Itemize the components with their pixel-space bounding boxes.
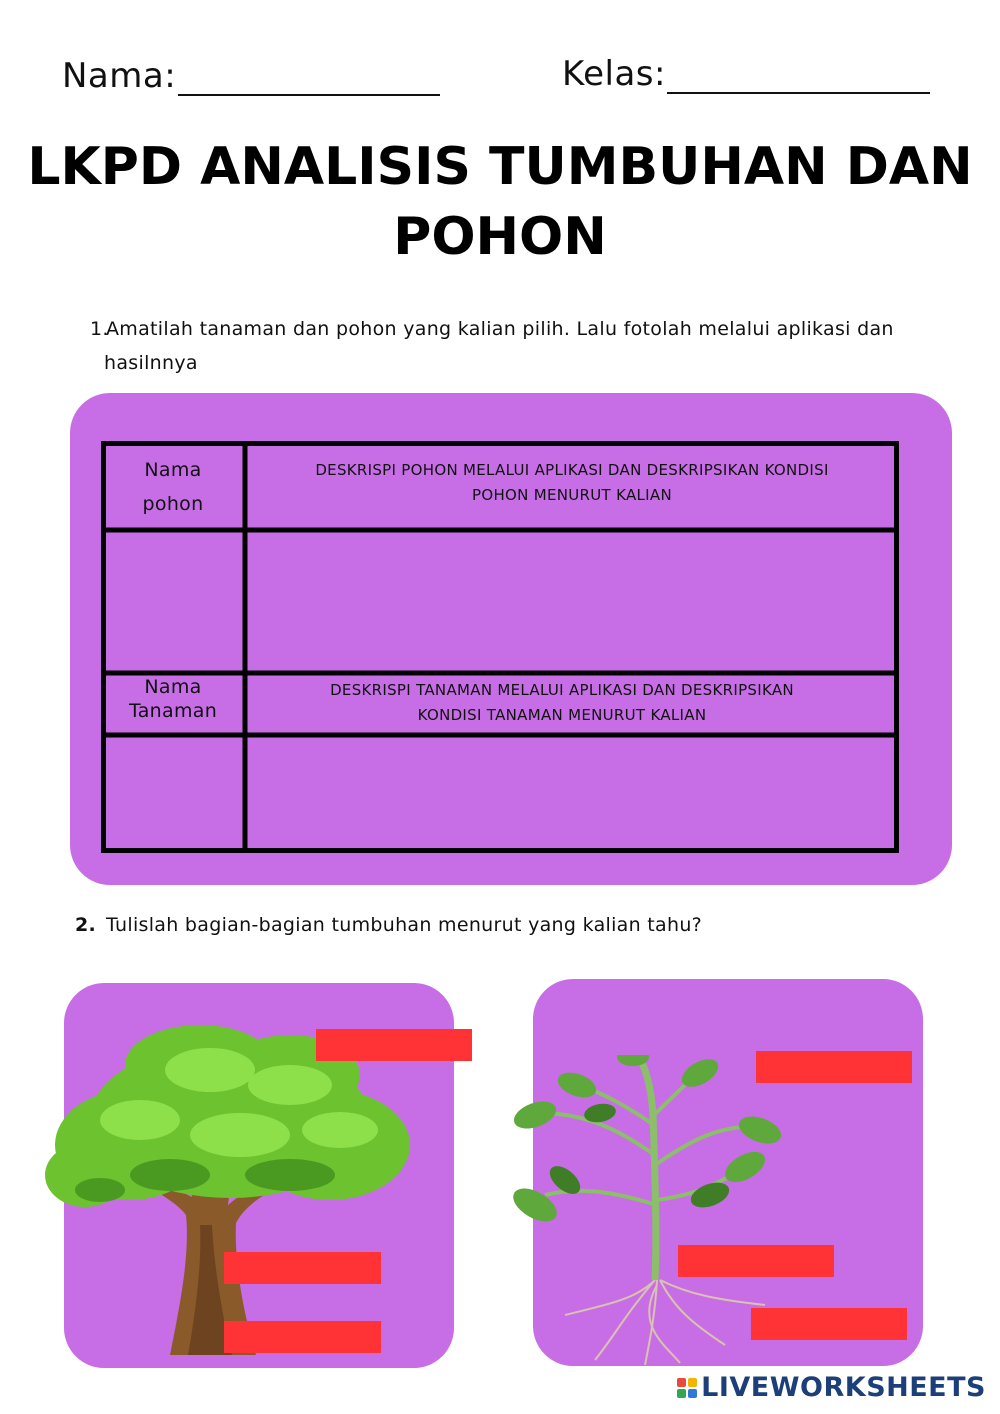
liveworksheets-logo-icon xyxy=(677,1378,697,1398)
question-1-line-2: hasilnnya xyxy=(104,352,198,374)
liveworksheets-brand-text: LIVEWORKSHEETS xyxy=(701,1372,986,1403)
name-line xyxy=(178,94,440,96)
tree-name-header-line-2: pohon xyxy=(142,493,204,515)
tree-desc-header-line-2: POHON MENURUT KALIAN xyxy=(472,486,672,504)
page-title-line-1: LKPD ANALISIS TUMBUHAN DAN xyxy=(27,137,973,197)
liveworksheets-brand xyxy=(677,1372,986,1403)
question-2-number: 2. xyxy=(75,914,97,936)
name-label: Nama: xyxy=(62,56,177,96)
tree-name-answer-cell[interactable] xyxy=(107,535,241,669)
plant-name-answer-cell[interactable] xyxy=(107,740,241,846)
plant-desc-header-line-1: DESKRISPI TANAMAN MELALUI APLIKASI DAN DESKRIPSIKAN xyxy=(330,681,794,699)
plant-part-answer-box-1[interactable] xyxy=(756,1051,912,1083)
tree-part-answer-box-3[interactable] xyxy=(224,1321,381,1353)
question-2-text: Tulislah bagian-bagian tumbuhan menurut yang kalian tahu? xyxy=(106,914,703,936)
plant-desc-answer-cell[interactable] xyxy=(250,740,893,846)
tree-desc-header-line-1: DESKRISPI POHON MELALUI APLIKASI DAN DESKRIPSIKAN KONDISI xyxy=(315,461,829,479)
plant-name-header-line-1: Nama xyxy=(144,676,202,698)
tree-illustration xyxy=(40,1025,420,1355)
observation-table xyxy=(101,441,899,853)
page-title-line-2: POHON xyxy=(393,207,607,267)
plant-part-answer-box-3[interactable] xyxy=(751,1308,907,1340)
plant-desc-header-line-2: KONDISI TANAMAN MENURUT KALIAN xyxy=(417,706,707,724)
tree-part-answer-box-2[interactable] xyxy=(224,1252,381,1284)
question-1-line-1: Amatilah tanaman dan pohon yang kalian pilih. Lalu fotolah melalui aplikasi dan xyxy=(106,318,894,340)
tree-desc-answer-cell[interactable] xyxy=(250,535,893,669)
tree-name-header-line-1: Nama xyxy=(144,459,202,481)
plant-name-header-line-2: Tanaman xyxy=(128,700,218,722)
plant-part-answer-box-2[interactable] xyxy=(678,1245,834,1277)
question-1-number: 1. xyxy=(90,318,109,340)
class-line xyxy=(667,92,930,94)
class-label: Kelas: xyxy=(562,54,666,94)
tree-part-answer-box-1[interactable] xyxy=(316,1029,472,1061)
